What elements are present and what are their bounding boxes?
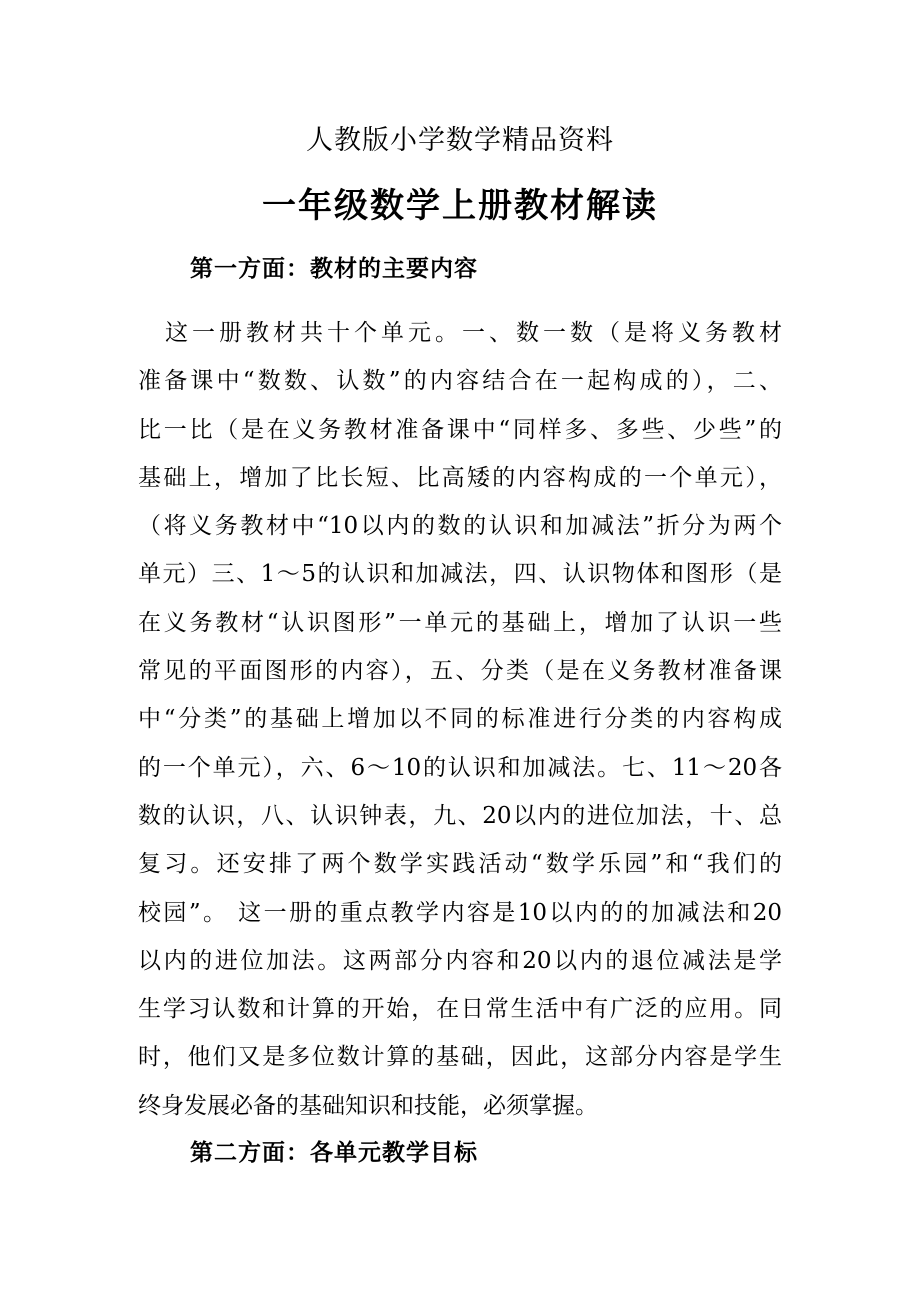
document-title: 一年级数学上册教材解读 xyxy=(262,186,658,226)
paragraph-line: 数的认识，八、认识钟表，九、20以内的进位加法，十、总 xyxy=(138,802,782,829)
paragraph-line: 中“分类”的基础上增加以不同的标准进行分类的内容构成 xyxy=(138,706,782,733)
paragraph-line: 时，他们又是多位数计算的基础，因此，这部分内容是学生 xyxy=(138,1044,782,1071)
paragraph-line: 基础上，增加了比长短、比高矮的内容构成的一个单元）， xyxy=(138,464,782,491)
paragraph xyxy=(138,313,782,1134)
paragraph-line: 的一个单元），六、6～10的认识和加减法。七、11～20各 xyxy=(138,754,782,781)
paragraph-line: 复习。还安排了两个数学实践活动“数学乐园”和“我们的 xyxy=(138,851,782,878)
section-heading-2: 第二方面：各单元教学目标 xyxy=(190,1139,478,1166)
section-heading-1: 第一方面：教材的主要内容 xyxy=(190,255,478,282)
paragraph-line: 单元）三、1～5的认识和加减法，四、认识物体和图形（是 xyxy=(138,561,782,588)
paragraph-line: 以内的进位加法。这两部分内容和20以内的退位减法是学 xyxy=(138,947,782,974)
paragraph-line: 常见的平面图形的内容），五、分类（是在义务教材准备课 xyxy=(138,658,782,685)
paragraph-line: 在义务教材“认识图形”一单元的基础上，增加了认识一些 xyxy=(138,609,782,636)
paragraph-line: 这一册教材共十个单元。一、数一数（是将义务教材 xyxy=(138,320,782,346)
paragraph-line: 终身发展必备的基础知识和技能，必须掌握。 xyxy=(138,1092,598,1119)
paragraph-line: 比一比（是在义务教材准备课中“同样多、多些、少些”的 xyxy=(138,416,782,443)
page-header: 人教版小学数学精品资料 xyxy=(306,125,614,156)
paragraph-line: 生学习认数和计算的开始，在日常生活中有广泛的应用。同 xyxy=(138,996,782,1023)
paragraph-line: 校园”。 这一册的重点教学内容是10以内的的加减法和20 xyxy=(138,899,782,926)
paragraph-line: （将义务教材中“10以内的数的认识和加减法”折分为两个 xyxy=(138,513,782,540)
paragraph-line: 准备课中“数数、认数”的内容结合在一起构成的），二、 xyxy=(138,368,782,395)
